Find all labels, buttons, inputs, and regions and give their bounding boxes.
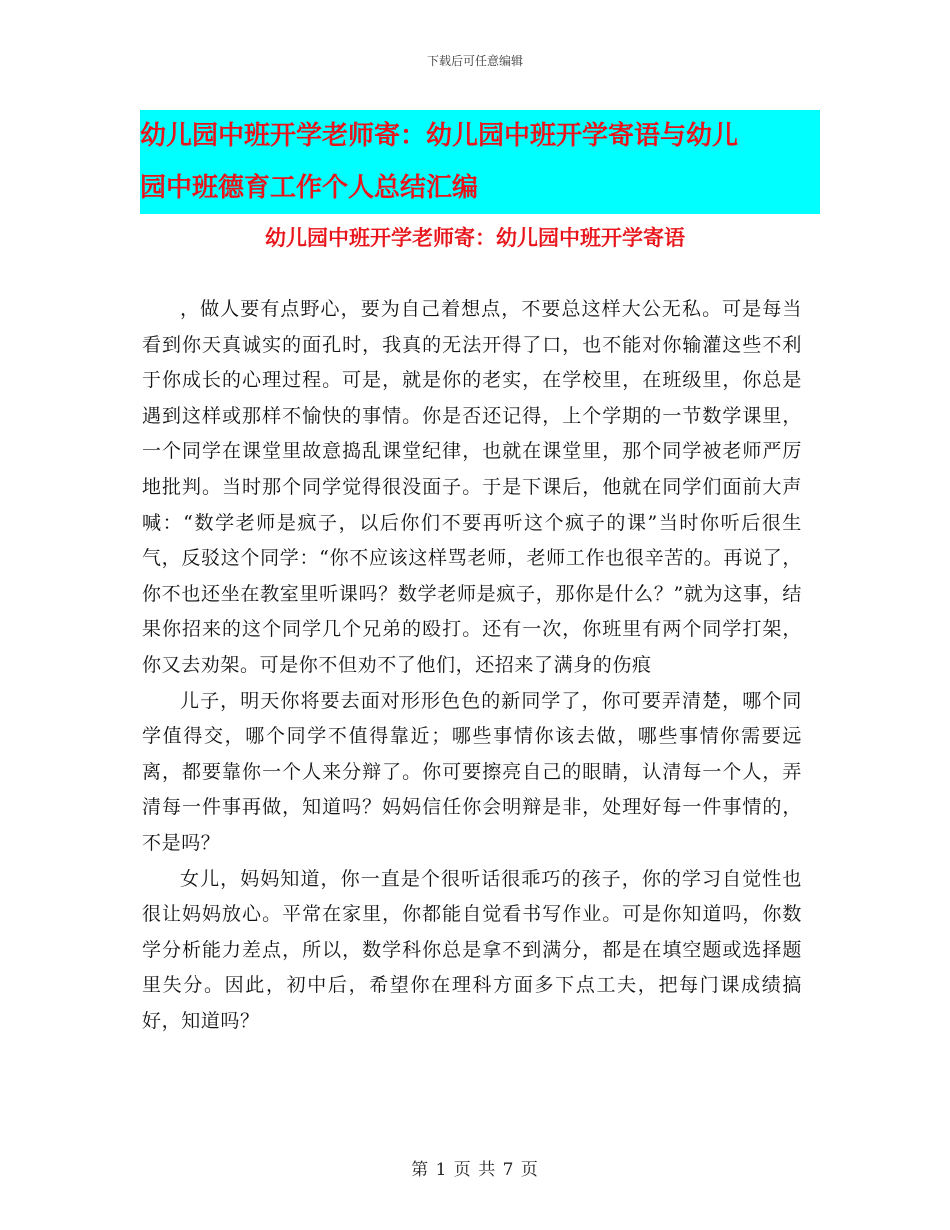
section-heading: 幼儿园中班开学老师寄：幼儿园中班开学寄语 — [265, 226, 685, 250]
paragraph: 儿子，明天你将要去面对形形色色的新同学了，你可要弄清楚，哪个同学值得交，哪个同学不值得靠近；哪些事情你该去做，哪些事情你需要远离，都要靠你一个人来分辩了。你可要擦亮自己的眼睛，认清每一个人，弄清每一件事再做，知道吗？妈妈信任你会明辩是非，处理好每一件事情的，不是吗？ — [142, 689, 802, 854]
paragraph: 女儿，妈妈知道，你一直是个很听话很乖巧的孩子，你的学习自觉性也很让妈妈放心。平常在家里，你都能自觉看书写作业。可是你知道吗，你数学分析能力差点，所以，数学科你总是拿不到满分，都是在填空题或选择题里失分。因此，初中后，希望你在理科方面多下点工夫，把每门课成绩搞好，知道吗？ — [142, 867, 802, 1032]
title-line-2: 园中班德育工作个人总结汇编 — [140, 173, 479, 203]
page-number: 第 1 页 共 7 页 — [411, 1160, 539, 1180]
document-title — [140, 110, 820, 214]
title-line-1: 幼儿园中班开学老师寄：幼儿园中班开学寄语与幼儿 — [140, 121, 739, 151]
page-header-note: 下载后可任意编辑 — [426, 54, 523, 68]
body-text — [142, 292, 802, 1039]
paragraph: ，做人要有点野心，要为自己着想点，不要总这样大公无私。可是每当看到你天真诚实的面孔时，我真的无法开得了口，也不能对你输灌这些不利于你成长的心理过程。可是，就是你的老实，在学校里，在班级里，你总是遇到这样或那样不愉快的事情。你是否还记得，上个学期的一节数学课里，一个同学在课堂里故意捣乱课堂纪律，也就在课堂里，那个同学被老师严厉地批判。当时那个同学觉得很没面子。于是下课后，他就在同学们面前大声喊：“数学老师是疯子，以后你们不要再听这个疯子的课”当时你听后很生气，反驳这个同学：“你不应该这样骂老师，老师工作也很辛苦的。再说了，你不也还坐在教室里听课吗？数学老师是疯子，那你是什么？”就为这事，结果你招来的这个同学几个兄弟的殴打。还有一次，你班里有两个同学打架，你又去劝架。可是你不但劝不了他们，还招来了满身的伤痕 — [142, 298, 802, 676]
